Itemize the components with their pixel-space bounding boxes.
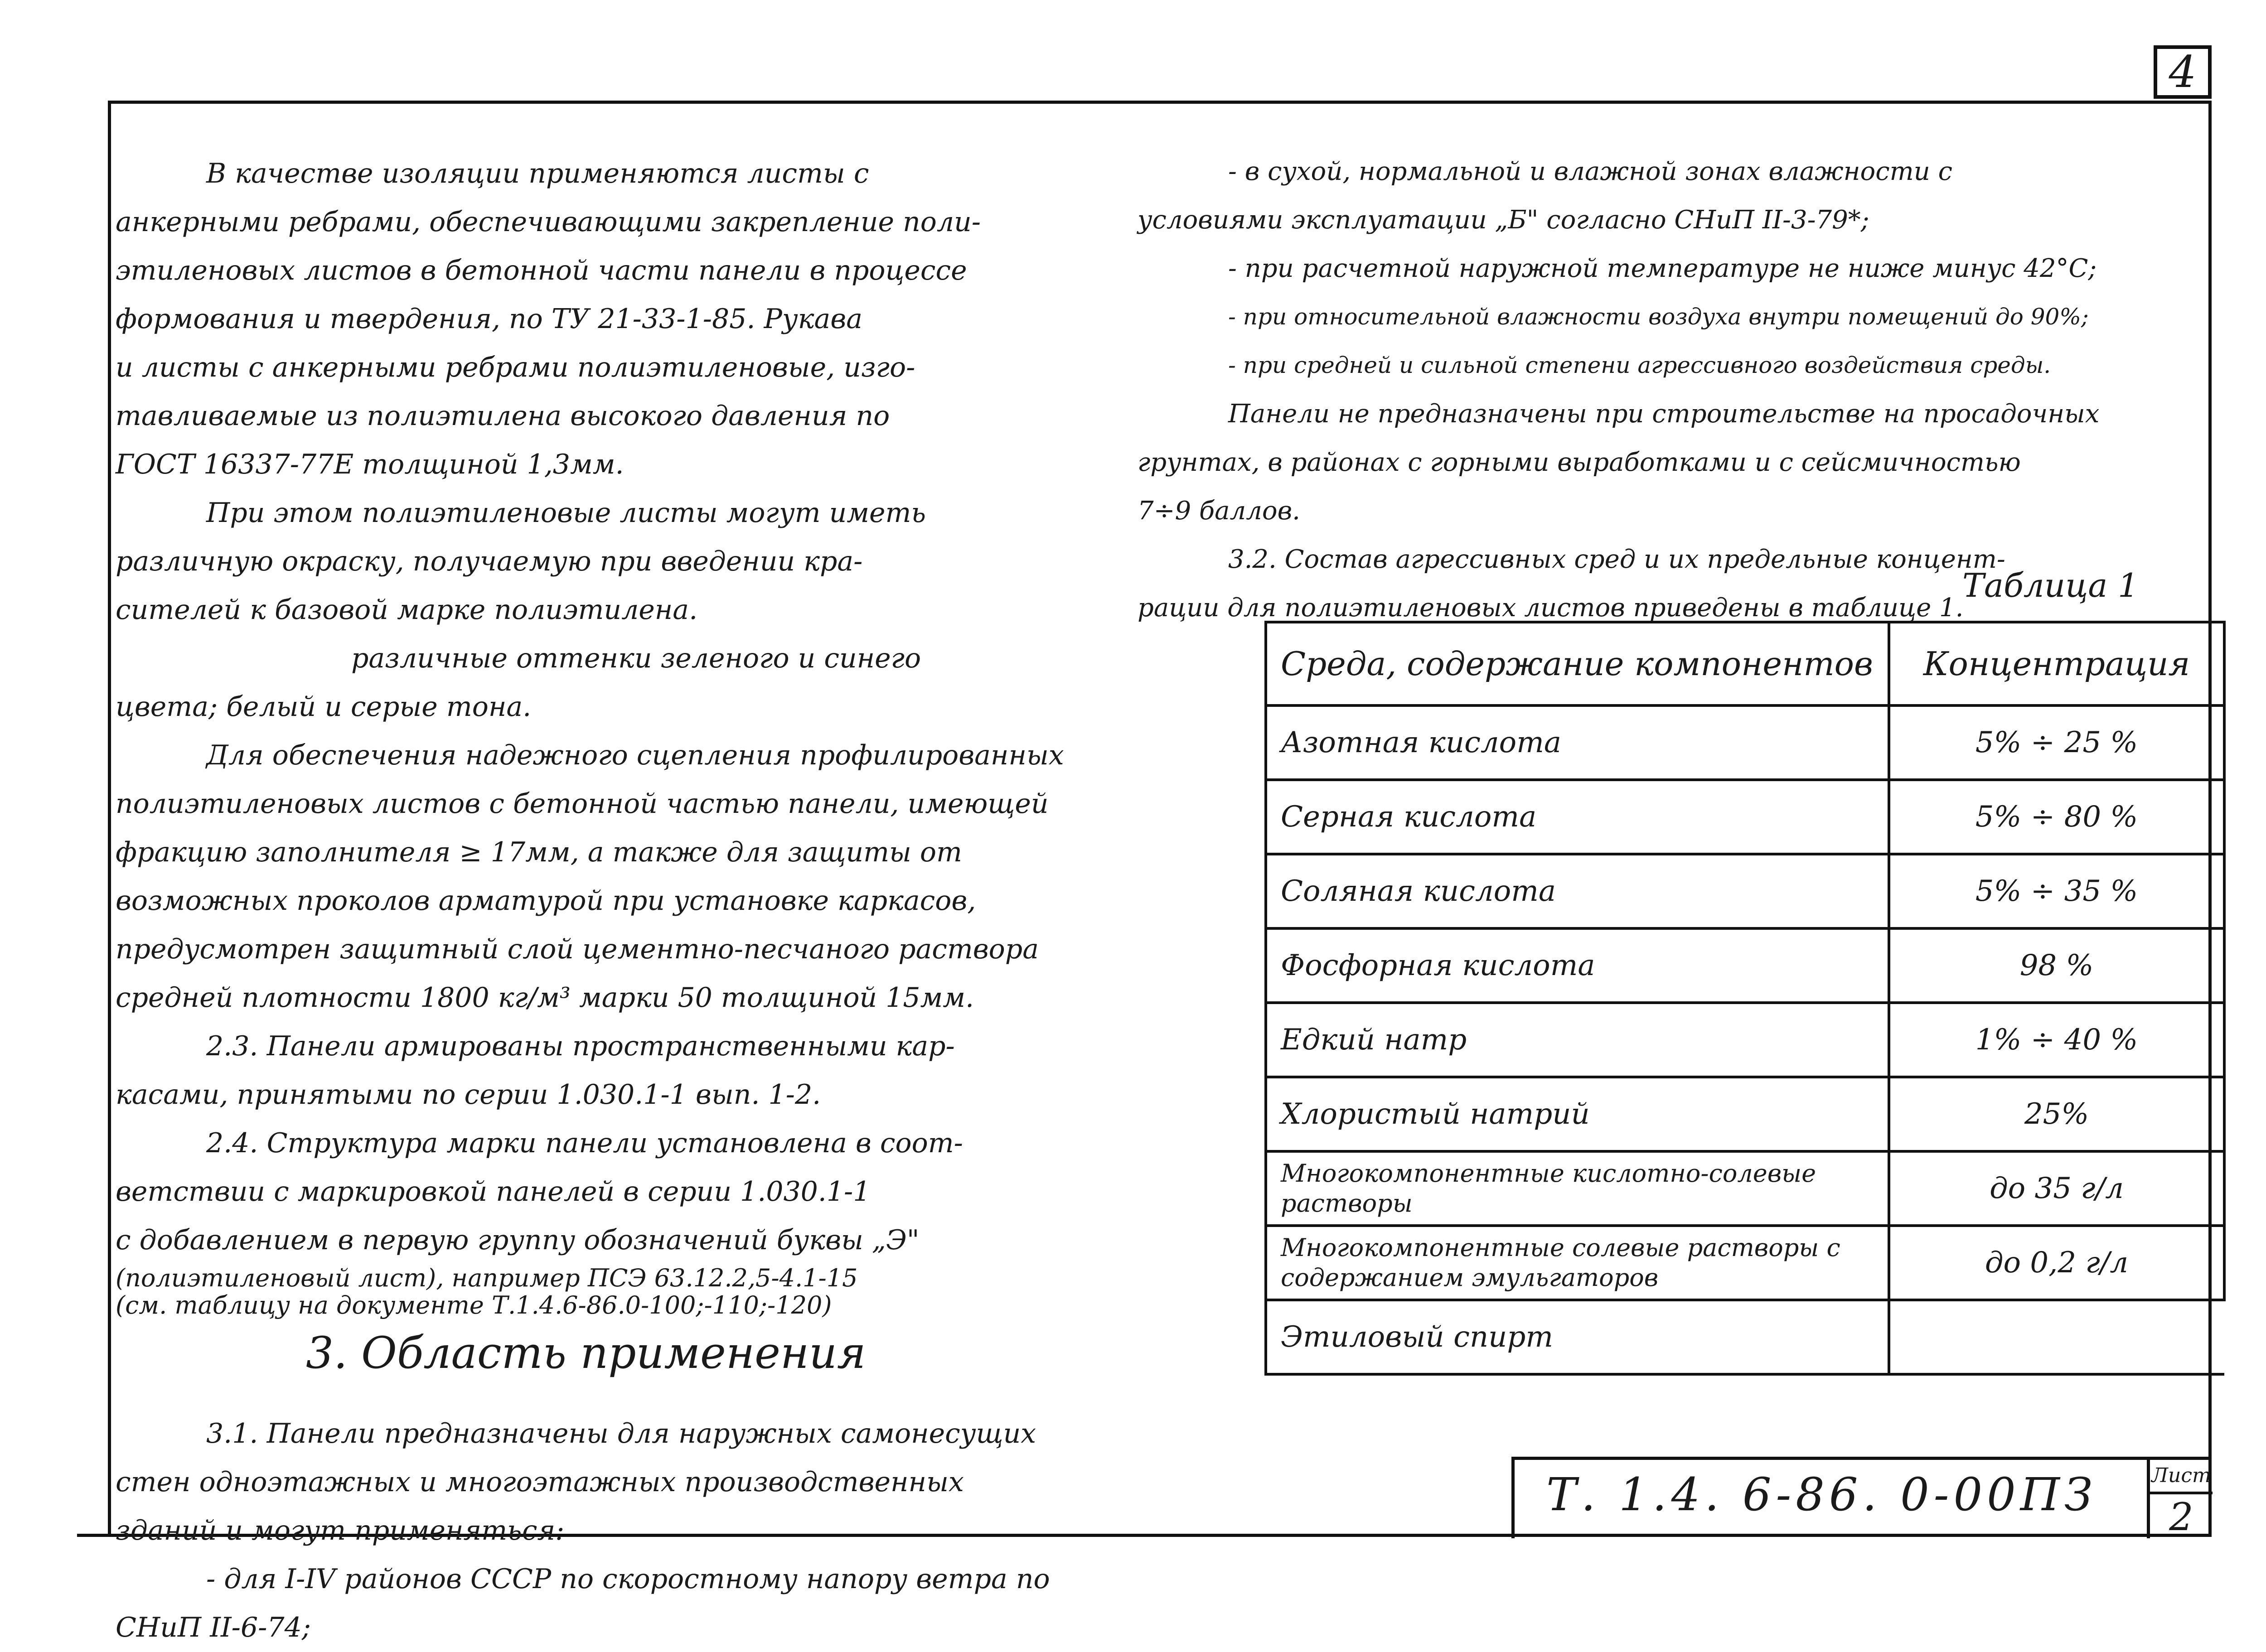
table-cell-medium: Этиловый спирт [1266,1300,1889,1374]
text-line: В качестве изоляции применяются листы с [206,158,869,189]
text-line: сителей к базовой марке полиэтилена. [116,594,698,626]
table-row [1266,928,2224,1003]
text-line: Для обеспечения надежного сцепления профилированных [206,739,1064,771]
table-row [1266,1300,2224,1374]
table-header-concentration: Концентрация [1889,622,2224,705]
concentration-table [1264,621,2226,1376]
text-line: - при относительной влажности воздуха внутри помещений до 90%; [1228,304,2089,330]
table-cell-concentration: 5% ÷ 25 % [1889,705,2224,780]
table-row [1266,1226,2224,1300]
table-cell-concentration: 5% ÷ 80 % [1889,780,2224,854]
table-cell-medium: Хлористый натрий [1266,1077,1889,1151]
text-line: различные оттенки зеленого и синего [351,642,921,674]
text-line: СНиП II-6-74; [116,1612,311,1643]
sheet-cell [2147,1460,2213,1538]
text-line: средней плотности 1800 кг/м³ марки 50 толщиной 15мм. [116,982,974,1014]
table-cell-medium: Многокомпонентные кислотно-солевые растворы [1266,1151,1889,1226]
text-line: предусмотрен защитный слой цементно-песчаного раствора [116,933,1039,965]
text-line: 7÷9 баллов. [1138,496,1300,526]
text-line: 2.3. Панели армированы пространственными кар- [206,1030,955,1062]
text-line: - для I-IV районов СССР по скоростному напору ветра по [206,1563,1050,1595]
right-column [1138,147,2203,632]
text-line: полиэтиленовых листов с бетонной частью панели, имеющей [116,788,1049,820]
text-line: грунтах, в районах с горными выработками и с сейсмичностью [1138,448,2021,477]
document-code: Т. 1.4. 6-86. 0-00ПЗ [1546,1468,2097,1521]
text-line: - при расчетной наружной температуре не ниже минус 42°С; [1228,254,2097,283]
text-line: и листы с анкерными ребрами полиэтиленовые, изго- [116,352,915,383]
text-line: с добавлением в первую группу обозначений буквы „Э" [116,1224,920,1256]
table-cell-medium: Соляная кислота [1266,854,1889,928]
text-line: - в сухой, нормальной и влажной зонах влажности с [1228,157,1952,186]
table-cell-medium: Азотная кислота [1266,705,1889,780]
table-row [1266,705,2224,780]
table-cell-medium: Едкий натр [1266,1003,1889,1077]
table-cell-concentration: до 0,2 г/л [1889,1226,2224,1300]
text-line: ГОСТ 16337-77Е толщиной 1,3мм. [116,449,624,480]
table-cell-medium: Серная кислота [1266,780,1889,854]
text-line: анкерными ребрами, обеспечивающими закрепление поли- [116,206,981,238]
table-cell-concentration: 1% ÷ 40 % [1889,1003,2224,1077]
table-cell-medium: Фосфорная кислота [1266,928,1889,1003]
text-line: 3.2. Состав агрессивных сред и их предельные концент- [1228,545,2005,574]
text-line: различную окраску, получаемую при введении кра- [116,546,863,577]
text-line: стен одноэтажных и многоэтажных производственных [116,1466,964,1498]
table-cell-concentration: до 35 г/л [1889,1151,2224,1226]
text-line: (полиэтиленовый лист), например ПСЭ 63.12.2,5-4.1-15 [116,1264,858,1292]
table-cell-medium: Многокомпонентные солевые растворы с содержанием эмульгаторов [1266,1226,1889,1300]
text-line: ветствии с маркировкой панелей в серии 1.030.1-1 [116,1176,871,1208]
section-heading: 3. Область применения [306,1328,866,1378]
text-line: рации для полиэтиленовых листов приведены в таблице 1. [1138,593,1964,623]
sheet-number: 4 [2154,45,2212,99]
text-line: возможных проколов арматурой при установке каркасов, [116,885,976,917]
text-line: (см. таблицу на документе Т.1.4.6-86.0-100;-110;-120) [116,1291,832,1319]
text-line: При этом полиэтиленовые листы могут иметь [206,497,926,529]
table-header-row [1266,622,2224,705]
text-line: цвета; белый и серые тона. [116,691,532,723]
text-line: формования и твердения, по ТУ 21-33-1-85. Рукава [116,303,862,335]
text-line: - при средней и сильной степени агрессивного воздействия среды. [1228,352,2051,378]
table-caption: Таблица 1 [1962,566,2139,604]
text-line: тавливаемые из полиэтилена высокого давления по [116,400,890,432]
text-line: этиленовых листов в бетонной части панели в процессе [116,255,967,286]
frame-left-line [108,101,111,1537]
text-line: 3.1. Панели предназначены для наружных самонесущих [206,1418,1036,1449]
table-row [1266,1003,2224,1077]
text-line: касами, принятыми по серии 1.030.1-1 вып. 1-2. [116,1079,821,1111]
table-cell-concentration: 98 % [1889,928,2224,1003]
left-column [116,150,1203,1652]
title-block-stamp [1511,1457,2209,1538]
table-cell-concentration: 25% [1889,1077,2224,1151]
table-cell-concentration [1889,1300,2224,1374]
text-line: Панели не предназначены при строительстве на просадочных [1228,399,2100,429]
table-header-medium: Среда, содержание компонентов [1266,622,1889,705]
sheet-page-number: 2 [2169,1495,2193,1539]
text-line: условиями эксплуатации „Б" согласно СНиП II-3-79*; [1138,205,1869,235]
table-row [1266,1077,2224,1151]
table-cell-concentration: 5% ÷ 35 % [1889,854,2224,928]
text-line: фракцию заполнителя ≥ 17мм, а также для защиты от [116,836,962,868]
frame-top-line [108,101,2212,104]
text-line: зданий и могут применяться: [116,1515,565,1546]
table-row [1266,854,2224,928]
table-row [1266,780,2224,854]
table-row [1266,1151,2224,1226]
text-line: 2.4. Структура марки панели установлена в соот- [206,1127,963,1159]
sheet-label: Лист [2150,1460,2213,1494]
